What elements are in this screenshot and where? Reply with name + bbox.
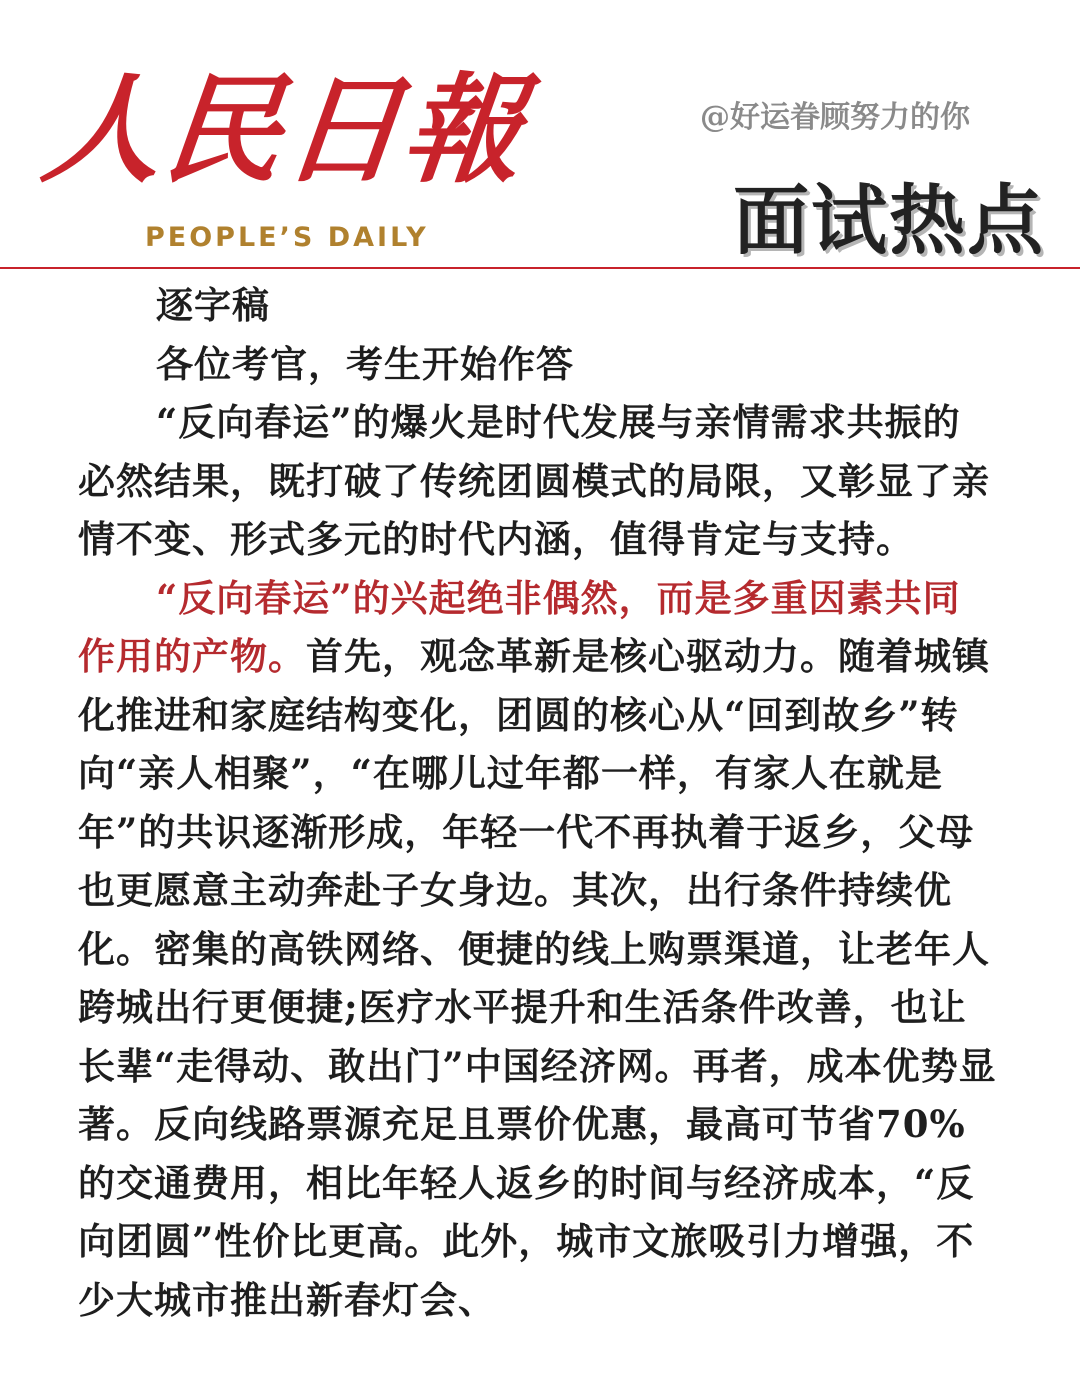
paragraph-2-highlight: “反向春运”的兴起绝非偶然，而是多重因素共同作用的产物。 [78, 575, 961, 678]
section-title: 面试热点 [733, 176, 1045, 265]
masthead-english: PEOPLE’S DAILY [145, 222, 429, 253]
article-body [78, 276, 998, 1329]
author-handle: @好运眷顾努力的你 [700, 100, 970, 135]
paragraph-2 [78, 569, 998, 1330]
header [0, 0, 1080, 270]
transcript-label: 逐字稿 [156, 283, 270, 327]
masthead-logo: 人民日報 [36, 60, 532, 199]
opening-line: 各位考官，考生开始作答 [156, 341, 574, 386]
paragraph-1: “反向春运”的爆火是时代发展与亲情需求共振的必然结果，既打破了传统团圆模式的局限，又彰显了亲情不变、形式多元的时代内涵，值得肯定与支持。 [78, 400, 990, 561]
header-divider [0, 267, 1080, 269]
paragraph-2-body: 首先，观念革新是核心驱动力。随着城镇化推进和家庭结构变化，团圆的核心从“回到故乡”转向“亲人相聚”，“在哪儿过年都一样，有家人在就是年”的共识逐渐形成，年轻一代不再执着于返乡，父母也更愿意主动奔赴子女身边。其次，出行条件持续优化。密集的高铁网络、便捷的线上购票渠道，让老年人跨城出行更便捷;医疗水平提升和生活条件改善，也让长辈“走得动、敢出门”中国经济网。再者，成本优势显著。反向线路票源充足且票价优惠，最高可节省70%的交通费用，相比年轻人返乡的时间与经济成本，“反向团圆”性价比更高。此外，城市文旅吸引力增强，不少大城市推出新春灯会、 [78, 634, 997, 1322]
